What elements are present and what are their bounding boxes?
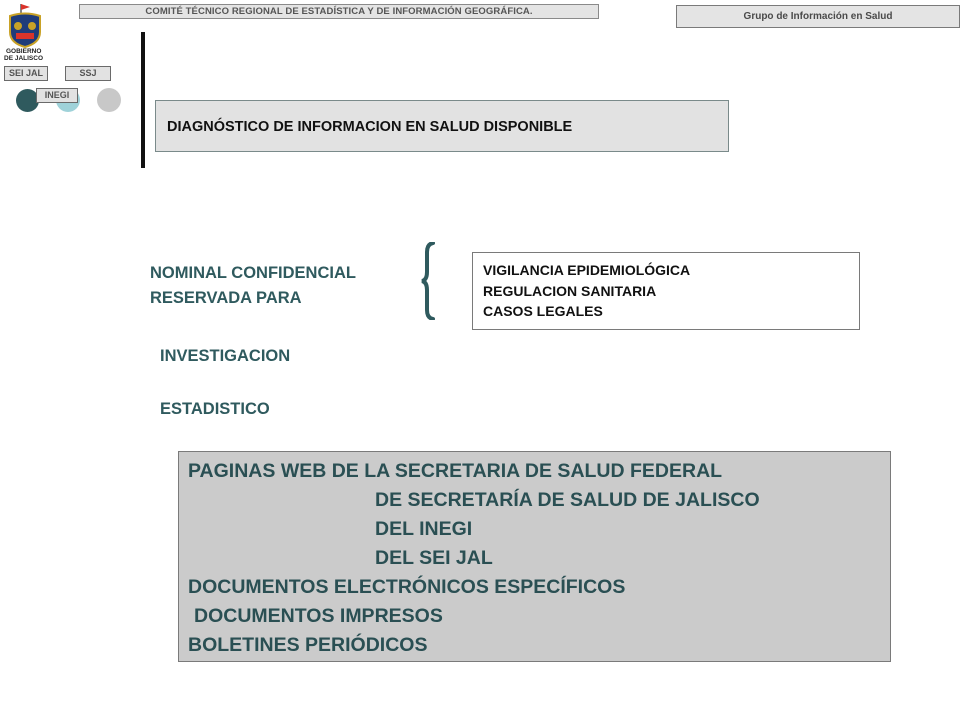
tag-sei-jal: SEI JAL	[4, 66, 48, 81]
estadistico-label: ESTADISTICO	[160, 400, 270, 418]
uses-box	[472, 252, 860, 330]
circle-gray	[97, 88, 121, 112]
sources-box	[178, 451, 891, 662]
source-docs-electronic: DOCUMENTOS ELECTRÓNICOS ESPECÍFICOS	[188, 576, 626, 598]
logo-text-gobierno: GOBIERNO	[6, 48, 42, 55]
tag-inegi: INEGI	[36, 88, 78, 103]
group-label-box: Grupo de Información en Salud	[676, 5, 960, 28]
gobierno-jalisco-logo	[4, 2, 46, 62]
source-bulletins: BOLETINES PERIÓDICOS	[188, 634, 428, 656]
source-web-federal: PAGINAS WEB DE LA SECRETARIA DE SALUD FEDERAL	[188, 460, 723, 482]
source-web-seijal: DEL SEI JAL	[375, 547, 493, 569]
source-web-inegi: DEL INEGI	[375, 518, 473, 540]
brace-icon	[418, 242, 440, 320]
tag-ssj: SSJ	[65, 66, 111, 81]
use-casos-legales: CASOS LEGALES	[483, 303, 603, 319]
use-vigilancia: VIGILANCIA EPIDEMIOLÓGICA	[483, 262, 691, 278]
source-web-ssj: DE SECRETARÍA DE SALUD DE JALISCO	[375, 489, 760, 511]
vertical-divider	[141, 32, 145, 168]
use-regulacion: REGULACION SANITARIA	[483, 282, 657, 299]
page-title: DIAGNÓSTICO DE INFORMACION EN SALUD DISPONIBLE	[155, 100, 729, 152]
investigacion-label: INVESTIGACION	[160, 347, 291, 365]
reservada-para-label: RESERVADA PARA	[150, 289, 302, 307]
source-docs-printed: DOCUMENTOS IMPRESOS	[194, 605, 443, 627]
logo-text-jalisco: DE JALISCO	[4, 55, 44, 62]
committee-title-bar: COMITÉ TÉCNICO REGIONAL DE ESTADÍSTICA Y DE INFORMACIÓN GEOGRÁFICA.	[79, 4, 599, 19]
nominal-confidencial-label: NOMINAL CONFIDENCIAL	[150, 264, 356, 282]
